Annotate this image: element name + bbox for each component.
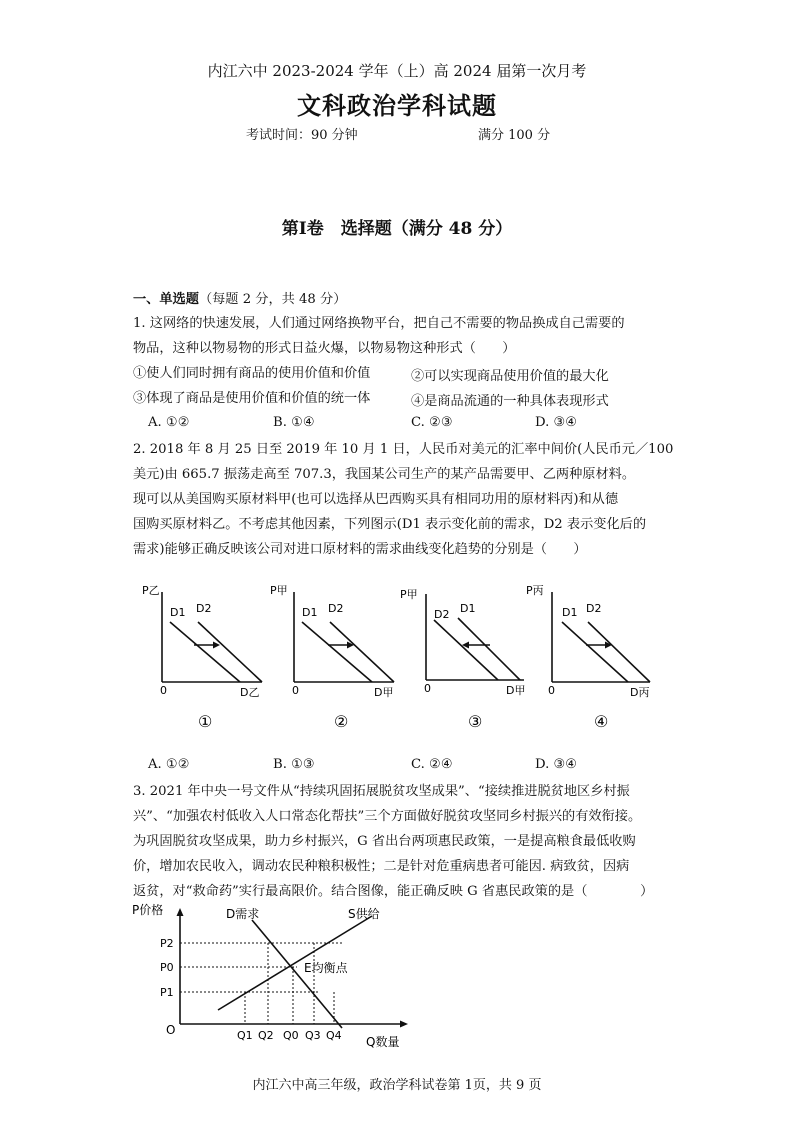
q3-stem-line: 价，增加农民收入，调动农民种粮积极性；二是针对危重病患者可能因. 病致贫，因病 (133, 859, 630, 874)
q3-supply-demand-graph (130, 900, 430, 1054)
x-axis-label: D乙 (240, 686, 260, 699)
q2-option-c: C. ②④ (411, 757, 453, 772)
y-axis-arrowhead (177, 908, 184, 916)
quantity-tick: Q0 (283, 1029, 299, 1042)
q1-stem-line: 1. 这网络的快速发展，人们通过网络换物平台，把自己不需要的物品换成自己需要的 (133, 316, 625, 331)
q1-option-c: C. ②③ (411, 415, 453, 430)
q2-graph-1 (140, 582, 270, 736)
quantity-tick: Q1 (237, 1029, 253, 1042)
x-axis-label: D丙 (630, 686, 650, 699)
supply-curve (218, 916, 372, 1010)
curve-label: D1 (460, 602, 476, 615)
q1-option-b: B. ①④ (273, 415, 315, 430)
part-label: 一、单选题 (133, 292, 199, 307)
origin-label: 0 (160, 684, 167, 697)
q1-statement: ④是商品流通的一种具体表现形式 (411, 394, 609, 409)
q2-stem-line: 现可以从美国购买原材料甲(也可以选择从巴西购买具有相同功用的原材料丙)和从德 (133, 492, 619, 507)
price-tick: P1 (160, 986, 174, 999)
q1-stem-line: 物品，这种以物易物的形式日益火爆，以物易物这种形式（ ） (133, 341, 516, 356)
q1-statement: ②可以实现商品使用价值的最大化 (411, 369, 609, 384)
curve-label: D2 (328, 602, 344, 615)
demand-shift-graph (140, 582, 270, 732)
curve-label: D2 (434, 608, 450, 621)
q2-option-a: A. ①② (148, 757, 190, 772)
q1-option-d: D. ③④ (535, 415, 578, 430)
q2-option-b: B. ①③ (273, 757, 315, 772)
q1-option-a: A. ①② (148, 415, 190, 430)
demand-label: D需求 (226, 907, 260, 921)
demand-shift-graph (526, 582, 660, 732)
curve-d2 (434, 620, 498, 680)
q3-stem-line: 为巩固脱贫攻坚成果，助力乡村振兴，G 省出台两项惠民政策，一是提高粮食最低收购 (133, 834, 636, 849)
q1-statement: ③体现了商品是使用价值和价值的统一体 (133, 391, 371, 406)
section-title: 第Ⅰ卷 选择题（满分 48 分） (281, 219, 513, 239)
x-axis-label: Q数量 (366, 1035, 400, 1049)
origin-label: 0 (424, 682, 431, 695)
paper-title: 文科政治学科试题 (297, 91, 497, 120)
part-heading (133, 291, 346, 309)
full-score: 满分 100 分 (478, 128, 551, 143)
q2-stem-line: 美元)由 665.7 振荡走高至 707.3，我国某公司生产的某产品需要甲、乙两种原材料。 (133, 467, 636, 482)
supply-demand-svg (130, 900, 430, 1050)
part-note: （每题 2 分，共 48 分） (198, 292, 347, 307)
y-axis-label: P价格 (132, 903, 164, 917)
graph-number: ① (198, 712, 213, 731)
demand-shift-graph (400, 582, 530, 732)
x-axis-label: D甲 (374, 686, 394, 699)
q2-graph-3 (400, 582, 530, 736)
origin-label: O (166, 1023, 176, 1037)
equilibrium-label: E均衡点 (304, 961, 348, 975)
exam-time: 考试时间：90 分钟 (246, 128, 358, 143)
q3-stem-line: 返贫，对“救命药”实行最高限价。结合图像，能正确反映 G 省惠民政策的是（ ） (133, 884, 654, 899)
y-axis-label: P甲 (400, 588, 418, 601)
supply-label: S供给 (348, 907, 380, 921)
school-exam-line: 内江六中 2023-2024 学年（上）高 2024 届第一次月考 (207, 62, 587, 80)
q1-statement: ①使人们同时拥有商品的使用价值和价值 (133, 366, 371, 381)
graph-number: ③ (468, 712, 483, 731)
graph-number: ④ (594, 712, 609, 731)
price-tick: P0 (160, 961, 174, 974)
quantity-tick: Q4 (326, 1029, 342, 1042)
curve-label: D1 (302, 606, 318, 619)
q3-stem-line: 兴”、“加强农村低收入人口常态化帮扶”三个方面做好脱贫攻坚同乡村振兴的有效衔接。 (133, 809, 642, 824)
q2-graph-4 (526, 582, 660, 736)
y-axis-label: P丙 (526, 584, 544, 597)
q2-graph-2 (270, 582, 400, 736)
origin-label: 0 (548, 684, 555, 697)
quantity-tick: Q2 (258, 1029, 274, 1042)
demand-shift-graph (270, 582, 400, 732)
curve-label: D2 (586, 602, 602, 615)
page-footer: 内江六中高三年级，政治学科试卷第 1页，共 9 页 (252, 1078, 542, 1093)
q2-option-d: D. ③④ (535, 757, 578, 772)
q2-stem-line: 2. 2018 年 8 月 25 日至 2019 年 10 月 1 日，人民币对美元的汇率中间价(人民币元／100 (133, 442, 674, 457)
x-axis-arrowhead (400, 1021, 408, 1028)
curve-label: D2 (196, 602, 212, 615)
q3-stem-line: 3. 2021 年中央一号文件从“持续巩固拓展脱贫攻坚成果”、“接续推进脱贫地区乡村振 (133, 784, 630, 799)
y-axis-label: P甲 (270, 584, 288, 597)
y-axis-label: P乙 (142, 584, 160, 597)
curve-label: D1 (562, 606, 578, 619)
x-axis-label: D甲 (506, 684, 526, 697)
q2-stem-line: 需求)能够正确反映该公司对进口原材料的需求曲线变化趋势的分别是（ ） (133, 542, 587, 557)
price-tick: P2 (160, 937, 174, 950)
graph-number: ② (334, 712, 349, 731)
q2-stem-line: 国购买原材料乙。不考虑其他因素，下列图示(D1 表示变化前的需求，D2 表示变化后的 (133, 517, 647, 532)
quantity-tick: Q3 (305, 1029, 321, 1042)
curve-label: D1 (170, 606, 186, 619)
origin-label: 0 (292, 684, 299, 697)
